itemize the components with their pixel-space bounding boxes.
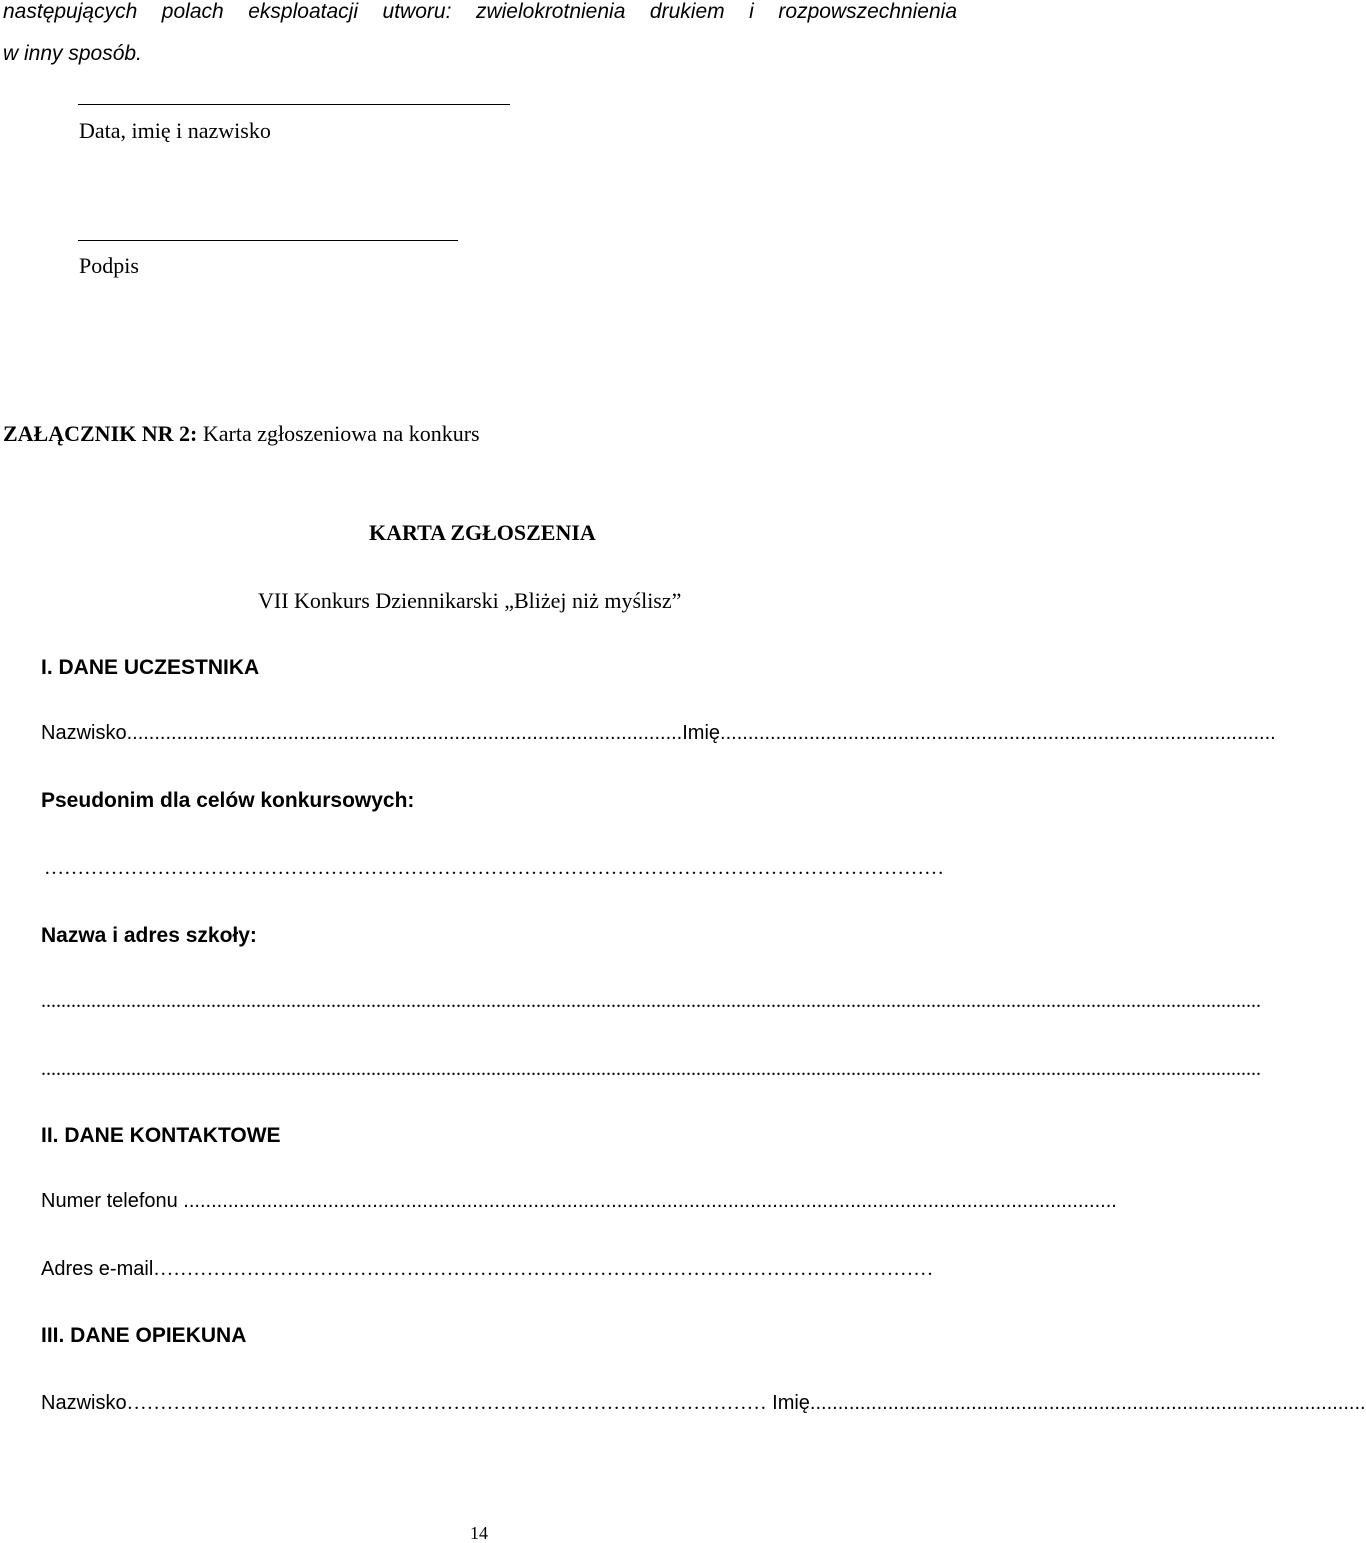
- participant-first-name-label: Imię: [682, 722, 721, 744]
- email-field[interactable]: ………………………………………………………………………………………………………: [153, 1258, 934, 1280]
- pseudonym-label: Pseudonim dla celów konkursowych:: [41, 789, 415, 812]
- phone-field[interactable]: ........................................................................................................................................................................: [183, 1190, 1117, 1212]
- attachment-label-rest: Karta zgłoszeniowa na konkurs: [197, 421, 480, 446]
- intro-line-2: w inny sposób.: [3, 42, 142, 65]
- attachment-label-bold: ZAŁĄCZNIK NR 2:: [3, 421, 198, 446]
- pseudonym-field[interactable]: ………………………………………………………………………………………………………………………: [44, 857, 944, 879]
- card-subtitle: VII Konkurs Dziennikarski „Bliżej niż myślisz”: [258, 588, 682, 613]
- section-contact-heading: II. DANE KONTAKTOWE: [41, 1124, 281, 1147]
- intro-line-1: następujących polach eksploatacji utworu: zwielokrotnienia drukiem i rozpowszechnienia: [3, 0, 957, 23]
- school-field-line-1[interactable]: ....................................................................................................................................................................................................................................................: [41, 990, 1261, 1012]
- email-label: Adres e-mail: [41, 1258, 154, 1280]
- date-name-label: Data, imię i nazwisko: [79, 118, 271, 143]
- phone-label: Numer telefonu: [41, 1190, 184, 1212]
- participant-first-name-field[interactable]: ....................................................................................................: [720, 722, 1276, 744]
- participant-name-row: [41, 720, 1276, 746]
- signature-line: [78, 240, 458, 241]
- guardian-surname-field[interactable]: ……………………………………………………………………………………: [126, 1392, 767, 1414]
- section-participant-heading: I. DANE UCZESTNIKA: [41, 656, 260, 679]
- participant-surname-label: Nazwisko: [41, 722, 127, 744]
- guardian-surname-label: Nazwisko: [41, 1392, 127, 1414]
- attachment-heading: [3, 421, 480, 447]
- school-field-line-2[interactable]: ....................................................................................................................................................................................................................................................: [41, 1058, 1261, 1080]
- card-title: KARTA ZGŁOSZENIA: [369, 520, 596, 545]
- email-row: [41, 1256, 955, 1282]
- school-label: Nazwa i adres szkoły:: [41, 924, 257, 947]
- participant-surname-field[interactable]: ....................................................................................................: [126, 722, 683, 744]
- phone-row: [41, 1188, 1117, 1214]
- page-number: 14: [470, 1523, 488, 1543]
- signature-label: Podpis: [79, 253, 139, 278]
- guardian-name-row: [41, 1390, 1366, 1416]
- guardian-first-name-field[interactable]: ....................................................................................................: [809, 1392, 1366, 1414]
- section-guardian-heading: III. DANE OPIEKUNA: [41, 1324, 247, 1347]
- date-name-signature-line: [78, 104, 510, 105]
- guardian-first-name-label: Imię: [766, 1392, 810, 1414]
